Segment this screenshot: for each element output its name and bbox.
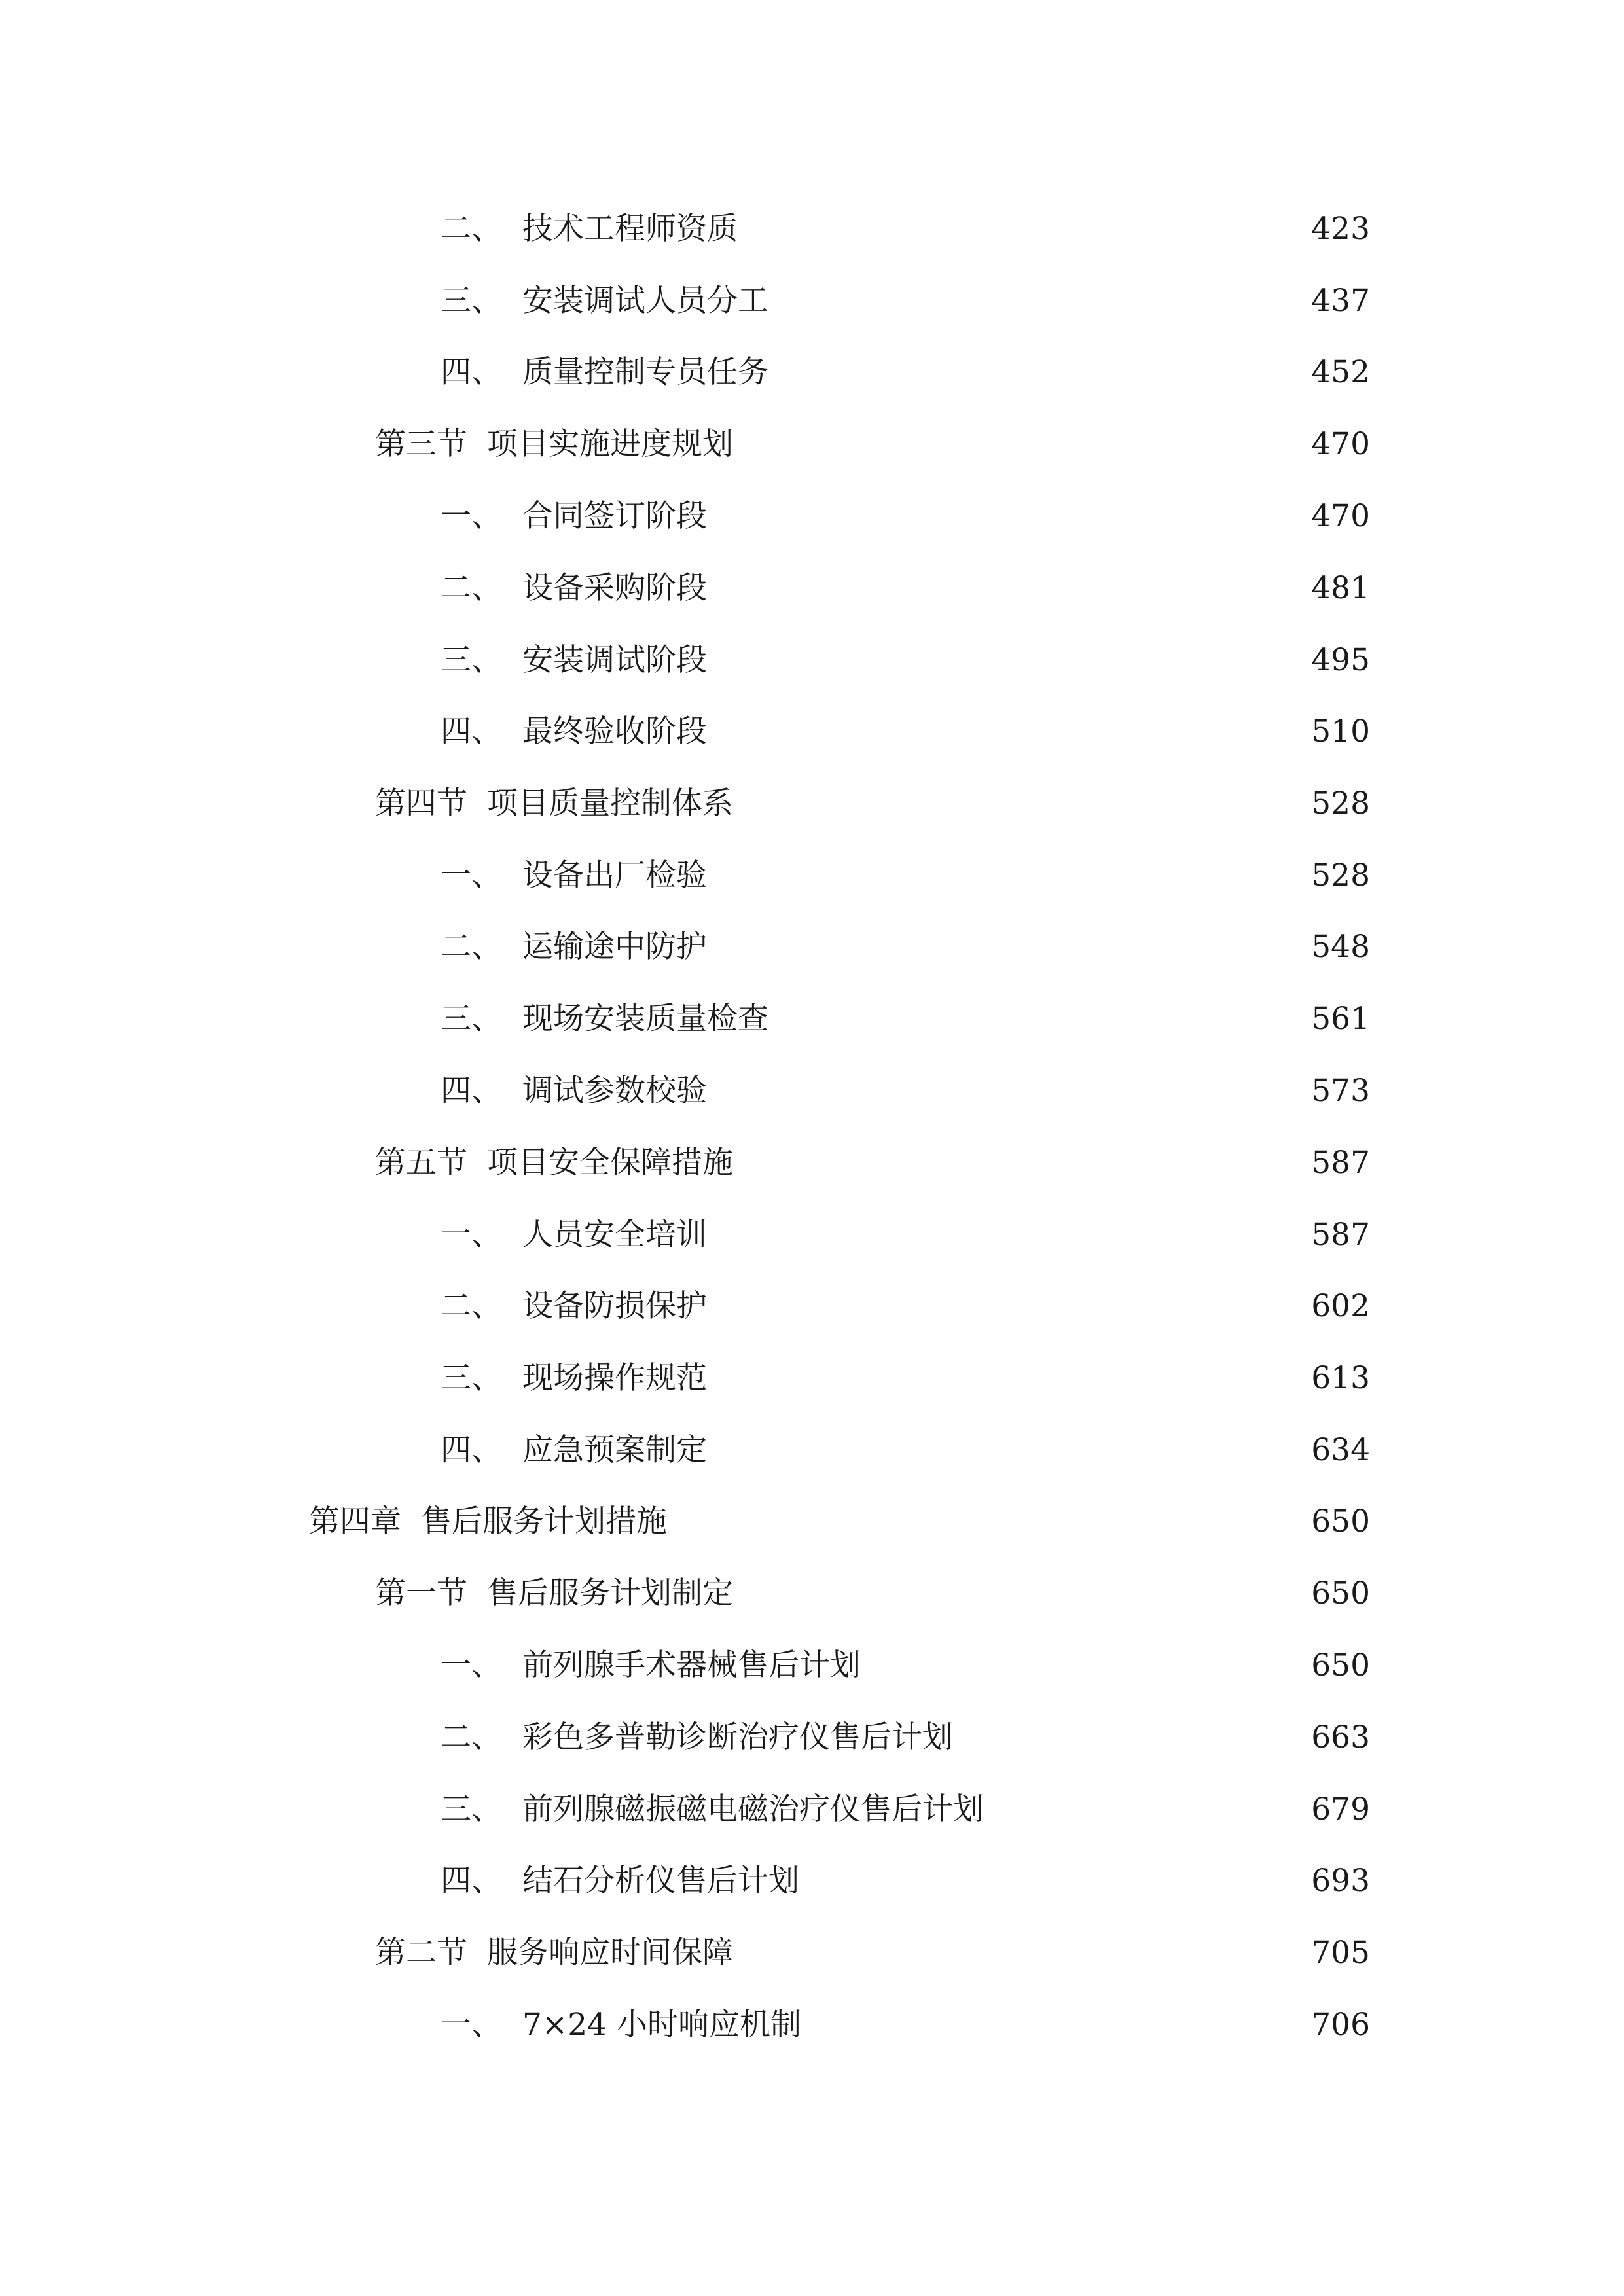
toc-entry-page: 573 xyxy=(1311,1073,1370,1109)
dot-leader xyxy=(960,1712,1305,1764)
toc-entry-page: 495 xyxy=(1311,642,1370,678)
toc-entry-title: 安装调试阶段 xyxy=(522,642,707,678)
toc-entry-number: 四、 xyxy=(441,1432,502,1468)
toc-entry-title: 技术工程师资质 xyxy=(522,211,738,247)
toc-entry-page: 481 xyxy=(1311,570,1370,606)
toc-entry-number: 二、 xyxy=(441,1719,502,1755)
toc-entry[interactable] xyxy=(441,634,1370,687)
dot-leader xyxy=(713,634,1305,687)
toc-entry[interactable] xyxy=(441,1855,1370,1907)
toc-entry[interactable] xyxy=(309,1496,1370,1548)
toc-entry-number: 一、 xyxy=(441,857,502,893)
dot-leader xyxy=(990,1784,1305,1836)
toc-entry[interactable] xyxy=(441,1424,1370,1477)
dot-leader xyxy=(740,778,1305,830)
toc-entry-number: 三、 xyxy=(441,642,502,678)
toc-entry-number: 二、 xyxy=(441,570,502,606)
toc-entry-number: 一、 xyxy=(441,1647,502,1683)
toc-entry-page: 613 xyxy=(1311,1360,1370,1396)
toc-entry[interactable] xyxy=(441,850,1370,902)
toc-entry-title: 结石分析仪售后计划 xyxy=(522,1863,799,1899)
toc-entry-page: 528 xyxy=(1311,857,1370,893)
dot-leader xyxy=(713,921,1305,973)
toc-entry-number: 三、 xyxy=(441,1791,502,1827)
toc-entry-number: 一、 xyxy=(441,2007,502,2043)
toc-entry-number: 第四节 xyxy=(375,785,467,821)
toc-entry-page: 650 xyxy=(1311,1503,1370,1539)
toc-entry-page: 650 xyxy=(1311,1575,1370,1611)
toc-entry[interactable] xyxy=(441,993,1370,1045)
toc-entry-title: 售后服务计划制定 xyxy=(487,1575,733,1611)
toc-entry-number: 四、 xyxy=(441,354,502,390)
toc-entry-number: 四、 xyxy=(441,1863,502,1899)
dot-leader xyxy=(713,1352,1305,1405)
toc-entry-page: 679 xyxy=(1311,1791,1370,1827)
toc-entry-title: 人员安全培训 xyxy=(522,1217,707,1253)
toc-entry-page: 705 xyxy=(1311,1935,1370,1971)
toc-entry-number: 一、 xyxy=(441,498,502,534)
toc-entry[interactable] xyxy=(441,203,1370,255)
toc-entry-title: 彩色多普勒诊断治疗仪售后计划 xyxy=(522,1719,953,1755)
toc-entry-page: 663 xyxy=(1311,1719,1370,1755)
toc-entry-page: 452 xyxy=(1311,354,1370,390)
toc-entry-title: 售后服务计划措施 xyxy=(421,1503,667,1539)
toc-entry-title: 前列腺磁振磁电磁治疗仪售后计划 xyxy=(522,1791,984,1827)
toc-entry-title: 运输途中防护 xyxy=(522,929,707,965)
toc-entry-number: 三、 xyxy=(441,283,502,319)
toc-entry[interactable] xyxy=(441,1209,1370,1261)
dot-leader xyxy=(806,1855,1305,1907)
dot-leader xyxy=(867,1640,1305,1692)
dot-leader xyxy=(775,346,1305,399)
dot-leader xyxy=(740,1137,1305,1189)
toc-entry-number: 四、 xyxy=(441,1073,502,1109)
dot-leader xyxy=(808,1999,1305,2051)
toc-entry-number: 三、 xyxy=(441,1360,502,1396)
toc-entry-title: 设备出厂检验 xyxy=(522,857,707,893)
toc-entry-page: 528 xyxy=(1311,785,1370,821)
dot-leader xyxy=(740,418,1305,471)
toc-entry[interactable] xyxy=(441,1352,1370,1405)
toc-entry-title: 前列腺手术器械售后计划 xyxy=(522,1647,861,1683)
toc-entry-page: 470 xyxy=(1311,426,1370,462)
toc-entry-page: 437 xyxy=(1311,283,1370,319)
toc-entry-title: 设备采购阶段 xyxy=(522,570,707,606)
toc-entry-title: 调试参数校验 xyxy=(522,1073,707,1109)
toc-entry-number: 第三节 xyxy=(375,426,467,462)
toc-entry-number: 第五节 xyxy=(375,1145,467,1181)
toc-entry-page: 693 xyxy=(1311,1863,1370,1899)
toc-entry-number: 第四章 xyxy=(309,1503,401,1539)
dot-leader xyxy=(744,203,1305,255)
toc-entry-page: 706 xyxy=(1311,2007,1370,2043)
toc-entry[interactable] xyxy=(375,778,1370,830)
toc-entry-title: 项目实施进度规划 xyxy=(487,426,733,462)
toc-entry[interactable] xyxy=(441,1065,1370,1117)
toc-entry-title: 安装调试人员分工 xyxy=(522,283,768,319)
toc-entry-number: 二、 xyxy=(441,929,502,965)
toc-entry-title: 7×24 小时响应机制 xyxy=(522,2007,802,2043)
dot-leader xyxy=(713,1209,1305,1261)
toc-entry-title: 项目安全保障措施 xyxy=(487,1145,733,1181)
toc-entry-title: 质量控制专员任务 xyxy=(522,354,768,390)
dot-leader xyxy=(674,1496,1305,1548)
toc-entry-page: 634 xyxy=(1311,1432,1370,1468)
dot-leader xyxy=(740,1927,1305,1979)
toc-entry-title: 最终验收阶段 xyxy=(522,713,707,749)
toc-entry-page: 470 xyxy=(1311,498,1370,534)
toc-entry-title: 现场操作规范 xyxy=(522,1360,707,1396)
toc-entry[interactable] xyxy=(375,418,1370,471)
toc-entry[interactable] xyxy=(441,275,1370,327)
toc-entry[interactable] xyxy=(441,921,1370,973)
dot-leader xyxy=(713,1065,1305,1117)
toc-entry[interactable] xyxy=(441,346,1370,399)
toc-entry[interactable] xyxy=(441,706,1370,758)
toc-entry[interactable] xyxy=(441,1640,1370,1692)
toc-entry[interactable] xyxy=(441,490,1370,543)
toc-entry[interactable] xyxy=(441,1712,1370,1764)
dot-leader xyxy=(740,1568,1305,1620)
toc-entry[interactable] xyxy=(441,1999,1370,2051)
toc-entry-page: 587 xyxy=(1311,1217,1370,1253)
toc-entry-number: 二、 xyxy=(441,1288,502,1324)
toc-entry-page: 510 xyxy=(1311,713,1370,749)
toc-entry-page: 548 xyxy=(1311,929,1370,965)
toc-entry-number: 一、 xyxy=(441,1217,502,1253)
toc-entry-title: 服务响应时间保障 xyxy=(487,1935,733,1971)
toc-entry-page: 423 xyxy=(1311,211,1370,247)
toc-entry-title: 合同签订阶段 xyxy=(522,498,707,534)
dot-leader xyxy=(713,490,1305,543)
toc-entry-title: 项目质量控制体系 xyxy=(487,785,733,821)
toc-entry[interactable] xyxy=(441,562,1370,615)
dot-leader xyxy=(713,1280,1305,1333)
toc-entry-title: 设备防损保护 xyxy=(522,1288,707,1324)
toc-entry-page: 561 xyxy=(1311,1001,1370,1037)
toc-entry-page: 650 xyxy=(1311,1647,1370,1683)
toc-entry-number: 第二节 xyxy=(375,1935,467,1971)
toc-entry-number: 三、 xyxy=(441,1001,502,1037)
toc-entry-title: 应急预案制定 xyxy=(522,1432,707,1468)
dot-leader xyxy=(775,993,1305,1045)
dot-leader xyxy=(713,706,1305,758)
dot-leader xyxy=(775,275,1305,327)
toc-entry[interactable] xyxy=(441,1280,1370,1333)
dot-leader xyxy=(713,1424,1305,1477)
toc-entry-number: 四、 xyxy=(441,713,502,749)
toc-entry[interactable] xyxy=(375,1568,1370,1620)
toc-entry[interactable] xyxy=(375,1927,1370,1979)
dot-leader xyxy=(713,850,1305,902)
toc-entry[interactable] xyxy=(375,1137,1370,1189)
toc-entry[interactable] xyxy=(441,1784,1370,1836)
toc-entry-page: 602 xyxy=(1311,1288,1370,1324)
toc-entry-page: 587 xyxy=(1311,1145,1370,1181)
toc-entry-title: 现场安装质量检查 xyxy=(522,1001,768,1037)
dot-leader xyxy=(713,562,1305,615)
toc-entry-number: 二、 xyxy=(441,211,502,247)
toc-entry-number: 第一节 xyxy=(375,1575,467,1611)
